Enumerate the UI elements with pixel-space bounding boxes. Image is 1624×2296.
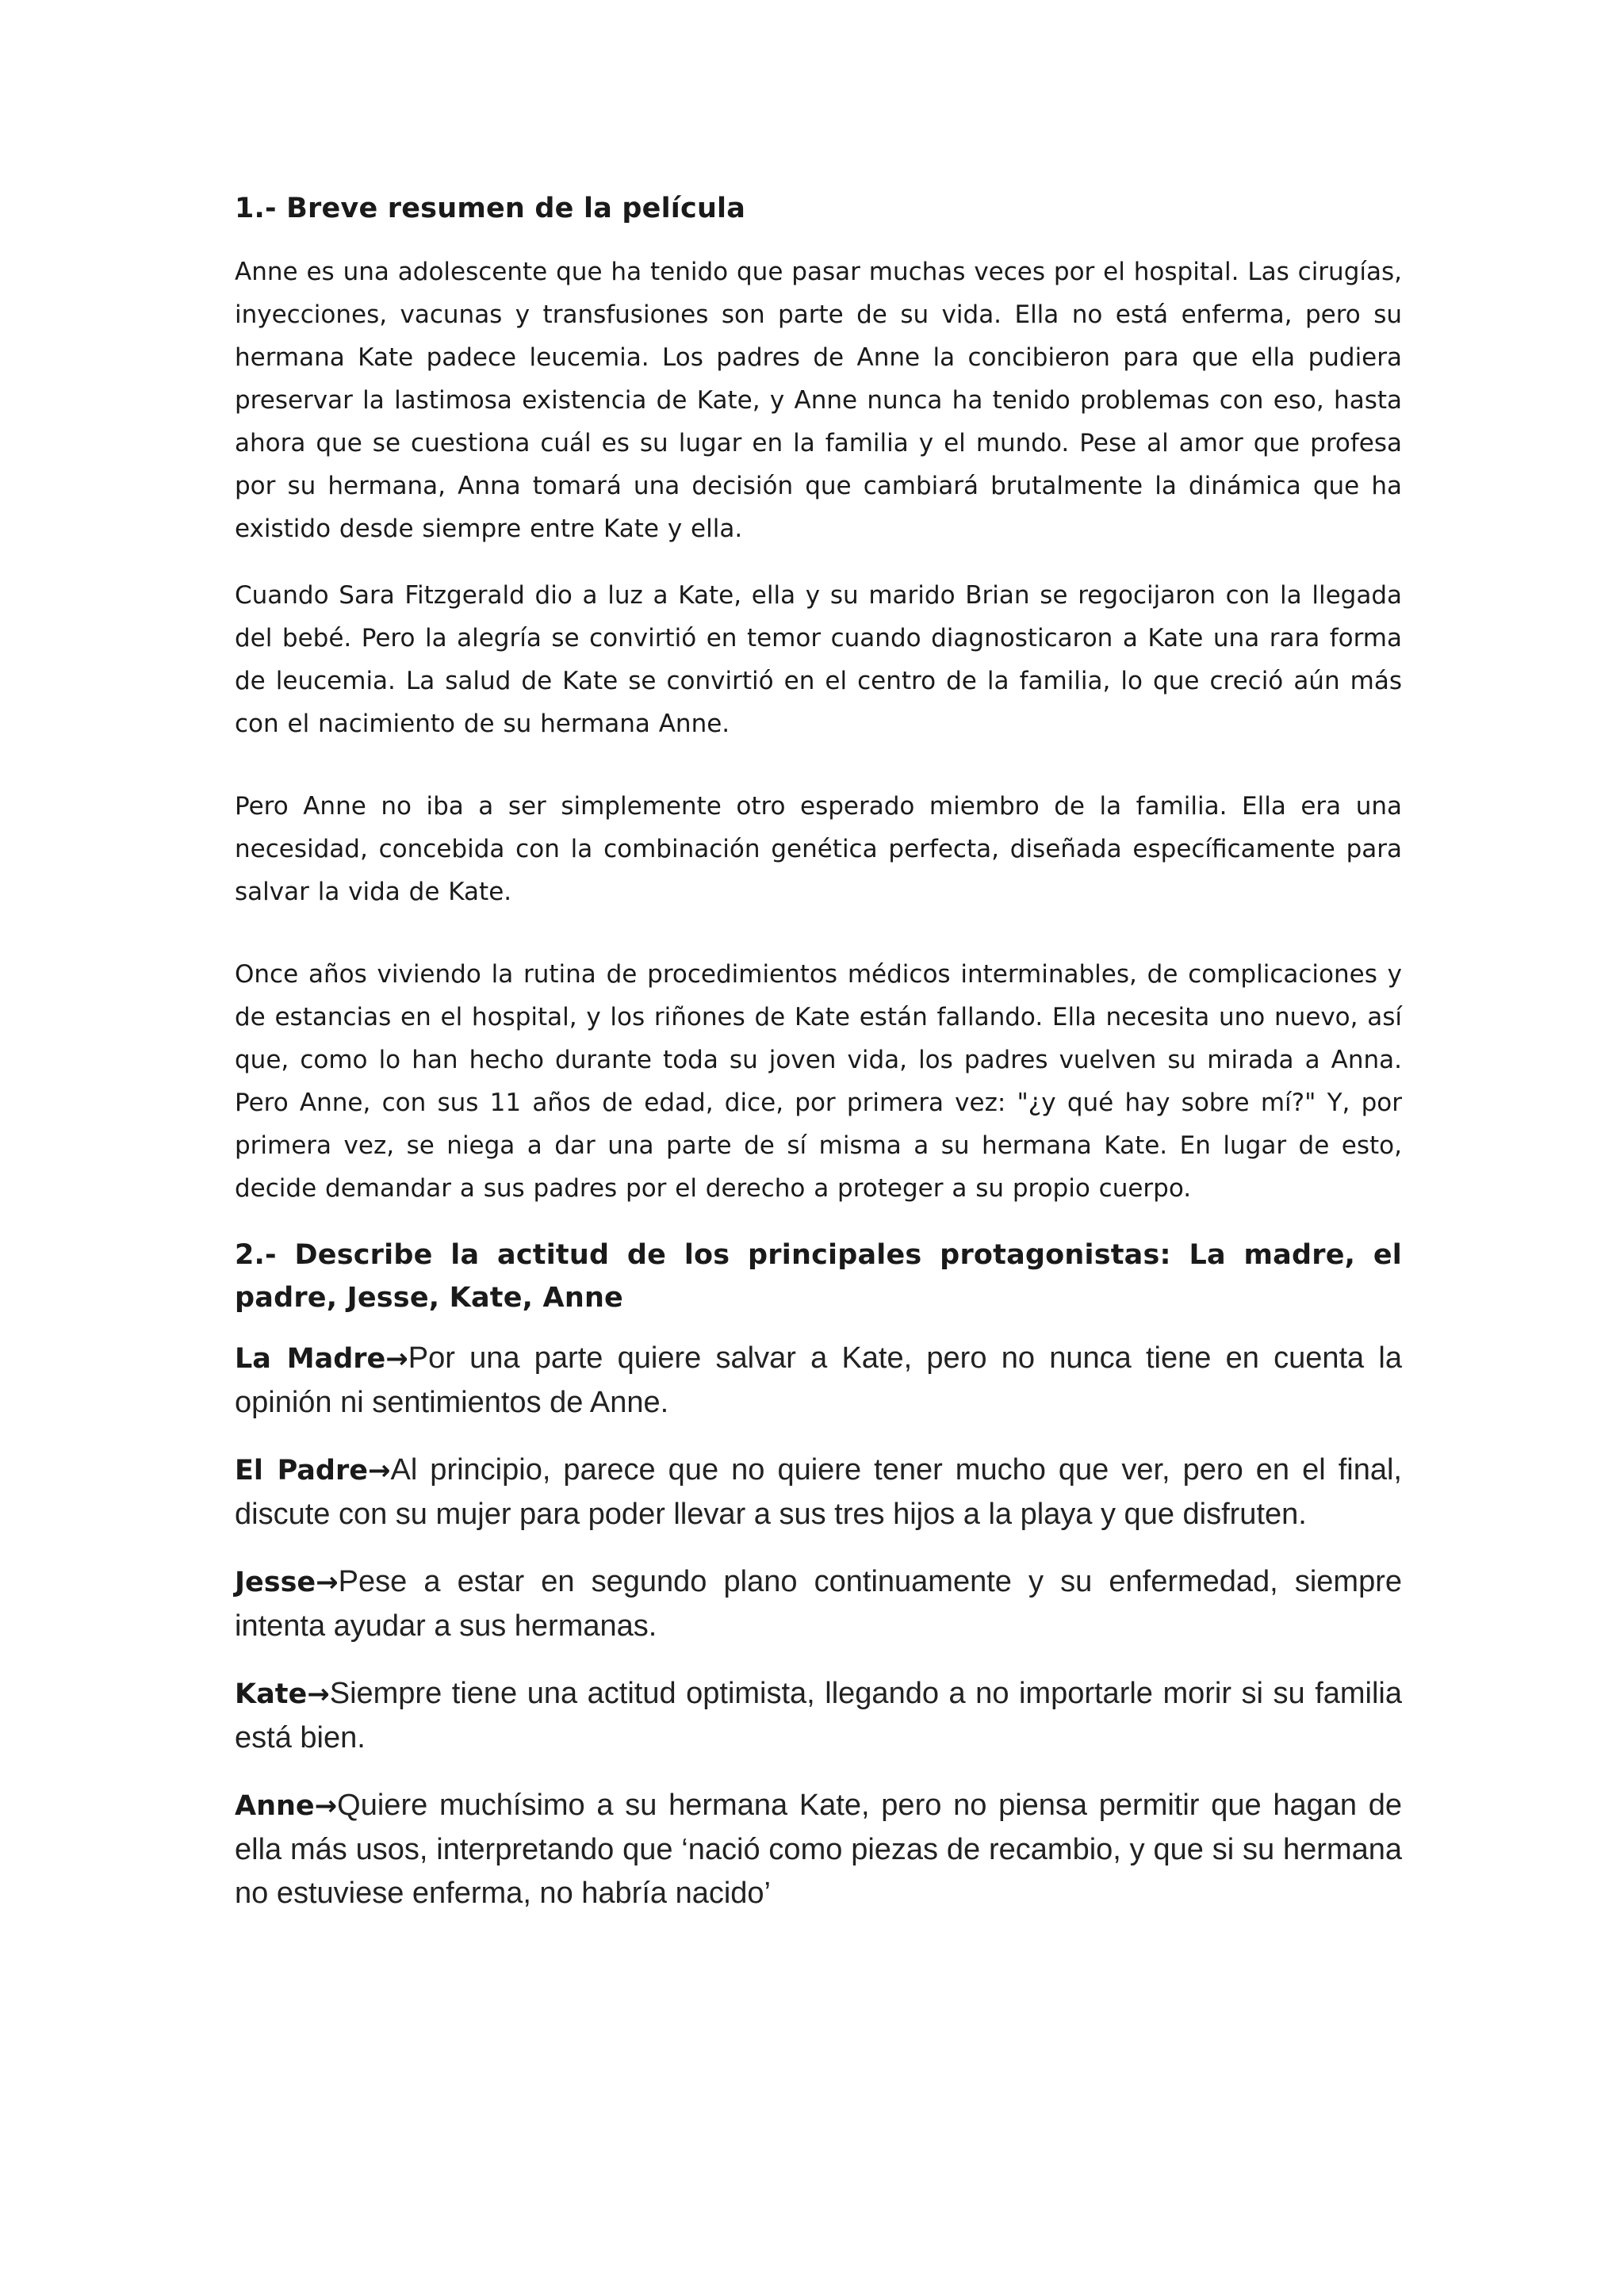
summary-paragraph-3: Pero Anne no iba a ser simplemente otro esperado miembro de la familia. Ella era una necesidad, concebida con la combinación genética perfecta, diseñada específicamente para salvar la vida de Kate.: [235, 792, 1402, 906]
arrow-right-icon: →: [314, 1790, 338, 1822]
section-2-heading: 2.- Describe la actitud de los principales protagonistas: La madre, el padre, Jesse, Kate, Anne: [235, 1239, 1402, 1314]
character-father: [235, 1448, 1402, 1536]
character-name: Jesse: [235, 1567, 316, 1598]
arrow-right-icon: →: [307, 1678, 330, 1710]
character-name: Anne: [235, 1790, 315, 1822]
summary-paragraph-1: Anne es una adolescente que ha tenido que pasar muchas veces por el hospital. Las cirugías, inyecciones, vacunas y transfusiones son parte de su vida. Ella no está enferma, pero su hermana Kate padece leucemia. Los padres de Anne la concibieron para que ella pudiera preservar la lastimosa existencia de Kate, y Anne nunca ha tenido problemas con eso, hasta ahora que se cuestiona cuál es su lugar en la familia y el mundo. Pese al amor que profesa por su hermana, Anna tomará una decisión que cambiará brutalmente la dinámica que ha existido desde siempre entre Kate y ella.: [235, 258, 1402, 543]
arrow-right-icon: →: [316, 1567, 339, 1598]
document-page: [235, 187, 1402, 1939]
character-kate: [235, 1672, 1402, 1760]
character-jesse: [235, 1560, 1402, 1648]
character-mother: [235, 1337, 1402, 1425]
character-description: Siempre tiene una actitud optimista, llegando a no importarle morir si su familia está bien.: [235, 1677, 1402, 1755]
character-anne: [235, 1784, 1402, 1915]
character-description: Quiere muchísimo a su hermana Kate, pero no piensa permitir que hagan de ella más usos, interpretando que ‘nació como piezas de recambio, y que si su hermana no estuviese enferma, no habría nacido’: [235, 1789, 1402, 1910]
section-1-heading: 1.- Breve resumen de la película: [235, 193, 746, 224]
summary-paragraph-2: Cuando Sara Fitzgerald dio a luz a Kate, ella y su marido Brian se regocijaron con la llegada del bebé. Pero la alegría se convirtió en temor cuando diagnosticaron a Kate una rara forma de leucemia. La salud de Kate se convirtió en el centro de la familia, lo que creció aún más con el nacimiento de su hermana Anne.: [235, 581, 1402, 738]
character-name: La Madre: [235, 1343, 386, 1375]
summary-paragraph-4: Once años viviendo la rutina de procedimientos médicos interminables, de complicaciones y de estancias en el hospital, y los riñones de Kate están fallando. Ella necesita uno nuevo, así que, como lo han hecho durante toda su joven vida, los padres vuelven su mirada a Anna. Pero Anne, con sus 11 años de edad, dice, por primera vez: "¿y qué hay sobre mí?" Y, por primera vez, se niega a dar una parte de sí misma a su hermana Kate. En lugar de esto, decide demandar a sus padres por el derecho a proteger a su propio cuerpo.: [235, 960, 1402, 1203]
character-name: El Padre: [235, 1455, 368, 1487]
character-name: Kate: [235, 1678, 308, 1710]
arrow-right-icon: →: [367, 1455, 391, 1487]
character-description: Por una parte quiere salvar a Kate, pero no nunca tiene en cuenta la opinión ni sentimientos de Anne.: [235, 1341, 1402, 1419]
character-description: Al principio, parece que no quiere tener mucho que ver, pero en el final, discute con su mujer para poder llevar a sus tres hijos a la playa y que disfruten.: [235, 1453, 1402, 1531]
arrow-right-icon: →: [385, 1343, 408, 1375]
character-description: Pese a estar en segundo plano continuamente y su enfermedad, siempre intenta ayudar a sus hermanas.: [235, 1565, 1402, 1643]
